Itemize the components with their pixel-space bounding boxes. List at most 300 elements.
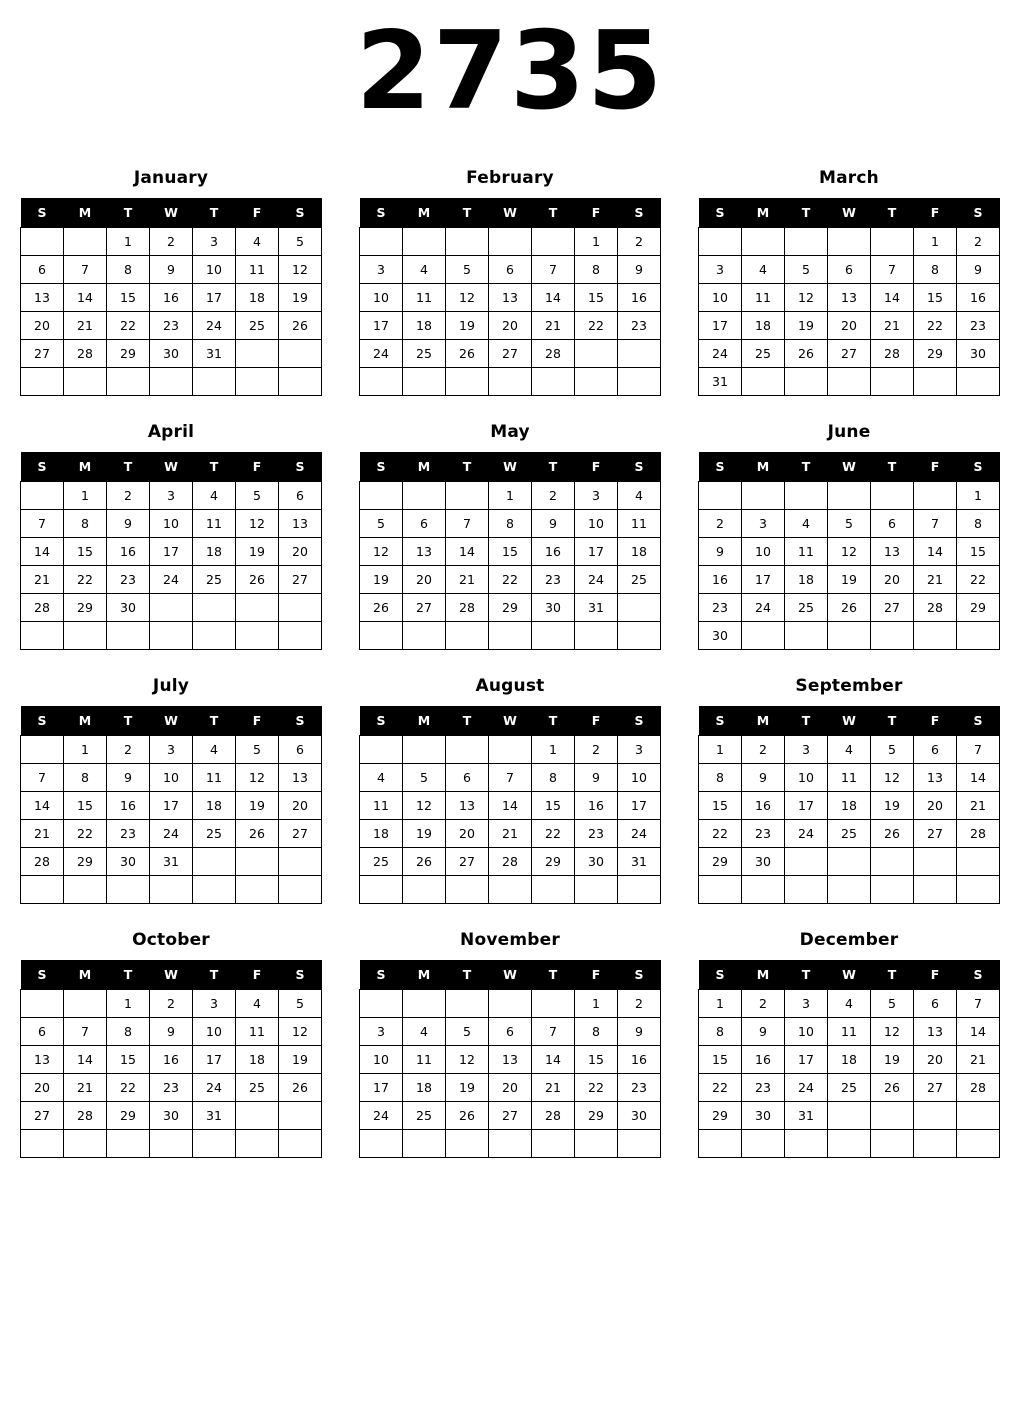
day-cell[interactable]: 7 [532, 256, 575, 284]
day-cell[interactable]: 29 [489, 594, 532, 622]
day-cell[interactable]: 21 [64, 1074, 107, 1102]
day-cell[interactable]: 23 [742, 820, 785, 848]
day-cell[interactable]: 20 [489, 312, 532, 340]
day-cell[interactable]: 2 [575, 736, 618, 764]
day-cell[interactable]: 28 [489, 848, 532, 876]
day-cell[interactable]: 15 [489, 538, 532, 566]
day-cell[interactable]: 29 [64, 848, 107, 876]
day-cell[interactable]: 21 [446, 566, 489, 594]
day-cell[interactable]: 14 [957, 764, 1000, 792]
day-cell[interactable]: 2 [150, 990, 193, 1018]
day-cell[interactable]: 1 [699, 736, 742, 764]
day-cell[interactable]: 21 [957, 1046, 1000, 1074]
day-cell[interactable]: 7 [446, 510, 489, 538]
day-cell[interactable]: 31 [193, 340, 236, 368]
day-cell[interactable]: 28 [957, 1074, 1000, 1102]
day-cell[interactable]: 10 [785, 764, 828, 792]
day-cell[interactable]: 28 [446, 594, 489, 622]
day-cell[interactable]: 8 [107, 256, 150, 284]
day-cell[interactable]: 30 [957, 340, 1000, 368]
day-cell[interactable]: 8 [914, 256, 957, 284]
day-cell[interactable]: 3 [618, 736, 661, 764]
day-cell[interactable]: 11 [403, 284, 446, 312]
day-cell[interactable]: 4 [236, 228, 279, 256]
day-cell[interactable]: 29 [699, 1102, 742, 1130]
day-cell[interactable]: 13 [871, 538, 914, 566]
day-cell[interactable]: 6 [279, 736, 322, 764]
day-cell[interactable]: 1 [575, 990, 618, 1018]
day-cell[interactable]: 16 [618, 284, 661, 312]
day-cell[interactable]: 19 [279, 1046, 322, 1074]
day-cell[interactable]: 29 [532, 848, 575, 876]
day-cell[interactable]: 5 [871, 990, 914, 1018]
day-cell[interactable]: 10 [575, 510, 618, 538]
day-cell[interactable]: 24 [618, 820, 661, 848]
day-cell[interactable]: 27 [828, 340, 871, 368]
day-cell[interactable]: 9 [150, 256, 193, 284]
day-cell[interactable]: 25 [828, 1074, 871, 1102]
day-cell[interactable]: 7 [64, 1018, 107, 1046]
day-cell[interactable]: 26 [236, 820, 279, 848]
day-cell[interactable]: 12 [279, 1018, 322, 1046]
day-cell[interactable]: 16 [107, 792, 150, 820]
day-cell[interactable]: 24 [575, 566, 618, 594]
day-cell[interactable]: 20 [871, 566, 914, 594]
day-cell[interactable]: 10 [360, 1046, 403, 1074]
day-cell[interactable]: 23 [150, 312, 193, 340]
day-cell[interactable]: 12 [446, 284, 489, 312]
day-cell[interactable]: 29 [64, 594, 107, 622]
day-cell[interactable]: 15 [914, 284, 957, 312]
day-cell[interactable]: 3 [150, 482, 193, 510]
day-cell[interactable]: 29 [957, 594, 1000, 622]
day-cell[interactable]: 31 [575, 594, 618, 622]
day-cell[interactable]: 27 [21, 340, 64, 368]
day-cell[interactable]: 17 [150, 538, 193, 566]
day-cell[interactable]: 20 [21, 312, 64, 340]
day-cell[interactable]: 24 [150, 566, 193, 594]
day-cell[interactable]: 30 [150, 340, 193, 368]
day-cell[interactable]: 1 [489, 482, 532, 510]
day-cell[interactable]: 16 [957, 284, 1000, 312]
day-cell[interactable]: 22 [957, 566, 1000, 594]
day-cell[interactable]: 17 [742, 566, 785, 594]
day-cell[interactable]: 24 [360, 1102, 403, 1130]
day-cell[interactable]: 9 [742, 1018, 785, 1046]
day-cell[interactable]: 11 [618, 510, 661, 538]
day-cell[interactable]: 29 [107, 1102, 150, 1130]
day-cell[interactable]: 20 [21, 1074, 64, 1102]
day-cell[interactable]: 20 [489, 1074, 532, 1102]
day-cell[interactable]: 20 [446, 820, 489, 848]
day-cell[interactable]: 14 [21, 792, 64, 820]
day-cell[interactable]: 5 [446, 1018, 489, 1046]
day-cell[interactable]: 27 [279, 566, 322, 594]
day-cell[interactable]: 19 [403, 820, 446, 848]
day-cell[interactable]: 11 [828, 1018, 871, 1046]
day-cell[interactable]: 14 [489, 792, 532, 820]
day-cell[interactable]: 28 [957, 820, 1000, 848]
day-cell[interactable]: 12 [279, 256, 322, 284]
day-cell[interactable]: 17 [785, 1046, 828, 1074]
day-cell[interactable]: 18 [403, 312, 446, 340]
day-cell[interactable]: 1 [957, 482, 1000, 510]
day-cell[interactable]: 30 [107, 848, 150, 876]
day-cell[interactable]: 13 [914, 764, 957, 792]
day-cell[interactable]: 15 [107, 284, 150, 312]
day-cell[interactable]: 15 [64, 538, 107, 566]
day-cell[interactable]: 4 [360, 764, 403, 792]
day-cell[interactable]: 22 [575, 312, 618, 340]
day-cell[interactable]: 5 [236, 736, 279, 764]
day-cell[interactable]: 31 [618, 848, 661, 876]
day-cell[interactable]: 8 [64, 764, 107, 792]
day-cell[interactable]: 23 [742, 1074, 785, 1102]
day-cell[interactable]: 22 [107, 1074, 150, 1102]
day-cell[interactable]: 24 [785, 820, 828, 848]
day-cell[interactable]: 28 [21, 594, 64, 622]
day-cell[interactable]: 31 [193, 1102, 236, 1130]
day-cell[interactable]: 16 [618, 1046, 661, 1074]
day-cell[interactable]: 2 [699, 510, 742, 538]
day-cell[interactable]: 3 [150, 736, 193, 764]
day-cell[interactable]: 21 [21, 820, 64, 848]
day-cell[interactable]: 13 [489, 1046, 532, 1074]
day-cell[interactable]: 18 [742, 312, 785, 340]
day-cell[interactable]: 1 [64, 482, 107, 510]
day-cell[interactable]: 26 [279, 312, 322, 340]
day-cell[interactable]: 30 [150, 1102, 193, 1130]
day-cell[interactable]: 23 [699, 594, 742, 622]
day-cell[interactable]: 17 [575, 538, 618, 566]
day-cell[interactable]: 26 [403, 848, 446, 876]
day-cell[interactable]: 29 [699, 848, 742, 876]
day-cell[interactable]: 28 [532, 340, 575, 368]
day-cell[interactable]: 19 [871, 1046, 914, 1074]
day-cell[interactable]: 26 [236, 566, 279, 594]
day-cell[interactable]: 24 [742, 594, 785, 622]
day-cell[interactable]: 23 [575, 820, 618, 848]
day-cell[interactable]: 9 [532, 510, 575, 538]
day-cell[interactable]: 3 [193, 990, 236, 1018]
day-cell[interactable]: 28 [64, 340, 107, 368]
day-cell[interactable]: 20 [279, 538, 322, 566]
day-cell[interactable]: 9 [575, 764, 618, 792]
day-cell[interactable]: 18 [236, 284, 279, 312]
day-cell[interactable]: 22 [575, 1074, 618, 1102]
day-cell[interactable]: 3 [575, 482, 618, 510]
day-cell[interactable]: 25 [828, 820, 871, 848]
day-cell[interactable]: 11 [236, 1018, 279, 1046]
day-cell[interactable]: 22 [699, 1074, 742, 1102]
day-cell[interactable]: 16 [150, 284, 193, 312]
day-cell[interactable]: 23 [532, 566, 575, 594]
day-cell[interactable]: 15 [575, 284, 618, 312]
day-cell[interactable]: 2 [532, 482, 575, 510]
day-cell[interactable]: 2 [742, 990, 785, 1018]
day-cell[interactable]: 17 [360, 312, 403, 340]
day-cell[interactable]: 8 [575, 1018, 618, 1046]
day-cell[interactable]: 9 [699, 538, 742, 566]
day-cell[interactable]: 11 [236, 256, 279, 284]
day-cell[interactable]: 19 [236, 538, 279, 566]
day-cell[interactable]: 16 [742, 1046, 785, 1074]
day-cell[interactable]: 16 [699, 566, 742, 594]
day-cell[interactable]: 2 [150, 228, 193, 256]
day-cell[interactable]: 13 [489, 284, 532, 312]
day-cell[interactable]: 14 [532, 1046, 575, 1074]
day-cell[interactable]: 29 [575, 1102, 618, 1130]
day-cell[interactable]: 18 [403, 1074, 446, 1102]
day-cell[interactable]: 27 [446, 848, 489, 876]
day-cell[interactable]: 30 [742, 1102, 785, 1130]
day-cell[interactable]: 3 [360, 256, 403, 284]
day-cell[interactable]: 11 [360, 792, 403, 820]
day-cell[interactable]: 23 [618, 312, 661, 340]
day-cell[interactable]: 4 [828, 990, 871, 1018]
day-cell[interactable]: 9 [742, 764, 785, 792]
day-cell[interactable]: 25 [236, 1074, 279, 1102]
day-cell[interactable]: 27 [871, 594, 914, 622]
day-cell[interactable]: 30 [575, 848, 618, 876]
day-cell[interactable]: 14 [64, 284, 107, 312]
day-cell[interactable]: 22 [914, 312, 957, 340]
day-cell[interactable]: 9 [618, 256, 661, 284]
day-cell[interactable]: 1 [107, 990, 150, 1018]
day-cell[interactable]: 10 [742, 538, 785, 566]
day-cell[interactable]: 20 [403, 566, 446, 594]
day-cell[interactable]: 26 [828, 594, 871, 622]
day-cell[interactable]: 17 [699, 312, 742, 340]
day-cell[interactable]: 22 [64, 566, 107, 594]
day-cell[interactable]: 19 [446, 1074, 489, 1102]
day-cell[interactable]: 28 [532, 1102, 575, 1130]
day-cell[interactable]: 12 [828, 538, 871, 566]
day-cell[interactable]: 26 [871, 1074, 914, 1102]
day-cell[interactable]: 15 [107, 1046, 150, 1074]
day-cell[interactable]: 11 [403, 1046, 446, 1074]
day-cell[interactable]: 14 [914, 538, 957, 566]
day-cell[interactable]: 25 [403, 1102, 446, 1130]
day-cell[interactable]: 4 [193, 736, 236, 764]
day-cell[interactable]: 31 [699, 368, 742, 396]
day-cell[interactable]: 30 [699, 622, 742, 650]
day-cell[interactable]: 16 [150, 1046, 193, 1074]
day-cell[interactable]: 8 [699, 1018, 742, 1046]
day-cell[interactable]: 26 [446, 340, 489, 368]
day-cell[interactable]: 1 [532, 736, 575, 764]
day-cell[interactable]: 19 [871, 792, 914, 820]
day-cell[interactable]: 27 [914, 820, 957, 848]
day-cell[interactable]: 18 [828, 792, 871, 820]
day-cell[interactable]: 2 [742, 736, 785, 764]
day-cell[interactable]: 8 [64, 510, 107, 538]
day-cell[interactable]: 13 [828, 284, 871, 312]
day-cell[interactable]: 12 [871, 764, 914, 792]
day-cell[interactable]: 22 [699, 820, 742, 848]
day-cell[interactable]: 10 [699, 284, 742, 312]
day-cell[interactable]: 21 [489, 820, 532, 848]
day-cell[interactable]: 14 [446, 538, 489, 566]
day-cell[interactable]: 7 [21, 510, 64, 538]
day-cell[interactable]: 13 [279, 510, 322, 538]
day-cell[interactable]: 4 [236, 990, 279, 1018]
day-cell[interactable]: 4 [828, 736, 871, 764]
day-cell[interactable]: 25 [618, 566, 661, 594]
day-cell[interactable]: 29 [914, 340, 957, 368]
day-cell[interactable]: 20 [828, 312, 871, 340]
day-cell[interactable]: 8 [957, 510, 1000, 538]
day-cell[interactable]: 15 [957, 538, 1000, 566]
day-cell[interactable]: 9 [150, 1018, 193, 1046]
day-cell[interactable]: 2 [107, 736, 150, 764]
day-cell[interactable]: 21 [64, 312, 107, 340]
day-cell[interactable]: 8 [532, 764, 575, 792]
day-cell[interactable]: 18 [618, 538, 661, 566]
day-cell[interactable]: 7 [957, 990, 1000, 1018]
day-cell[interactable]: 14 [871, 284, 914, 312]
day-cell[interactable]: 6 [446, 764, 489, 792]
day-cell[interactable]: 5 [360, 510, 403, 538]
day-cell[interactable]: 27 [914, 1074, 957, 1102]
day-cell[interactable]: 7 [532, 1018, 575, 1046]
day-cell[interactable]: 6 [871, 510, 914, 538]
day-cell[interactable]: 3 [699, 256, 742, 284]
day-cell[interactable]: 5 [446, 256, 489, 284]
day-cell[interactable]: 27 [489, 340, 532, 368]
day-cell[interactable]: 1 [699, 990, 742, 1018]
day-cell[interactable]: 23 [107, 820, 150, 848]
day-cell[interactable]: 14 [21, 538, 64, 566]
day-cell[interactable]: 26 [360, 594, 403, 622]
day-cell[interactable]: 11 [193, 764, 236, 792]
day-cell[interactable]: 21 [871, 312, 914, 340]
day-cell[interactable]: 12 [403, 792, 446, 820]
day-cell[interactable]: 6 [828, 256, 871, 284]
day-cell[interactable]: 21 [532, 1074, 575, 1102]
day-cell[interactable]: 10 [360, 284, 403, 312]
day-cell[interactable]: 23 [150, 1074, 193, 1102]
day-cell[interactable]: 23 [618, 1074, 661, 1102]
day-cell[interactable]: 7 [914, 510, 957, 538]
day-cell[interactable]: 22 [107, 312, 150, 340]
day-cell[interactable]: 3 [193, 228, 236, 256]
day-cell[interactable]: 14 [532, 284, 575, 312]
day-cell[interactable]: 21 [914, 566, 957, 594]
day-cell[interactable]: 6 [279, 482, 322, 510]
day-cell[interactable]: 7 [21, 764, 64, 792]
day-cell[interactable]: 18 [360, 820, 403, 848]
day-cell[interactable]: 4 [193, 482, 236, 510]
day-cell[interactable]: 18 [193, 792, 236, 820]
day-cell[interactable]: 24 [193, 1074, 236, 1102]
day-cell[interactable]: 19 [236, 792, 279, 820]
day-cell[interactable]: 28 [914, 594, 957, 622]
day-cell[interactable]: 18 [193, 538, 236, 566]
day-cell[interactable]: 1 [914, 228, 957, 256]
day-cell[interactable]: 16 [575, 792, 618, 820]
day-cell[interactable]: 15 [532, 792, 575, 820]
day-cell[interactable]: 10 [618, 764, 661, 792]
day-cell[interactable]: 18 [236, 1046, 279, 1074]
day-cell[interactable]: 28 [21, 848, 64, 876]
day-cell[interactable]: 8 [575, 256, 618, 284]
day-cell[interactable]: 7 [871, 256, 914, 284]
day-cell[interactable]: 6 [914, 736, 957, 764]
day-cell[interactable]: 10 [150, 510, 193, 538]
day-cell[interactable]: 3 [742, 510, 785, 538]
day-cell[interactable]: 25 [785, 594, 828, 622]
day-cell[interactable]: 17 [618, 792, 661, 820]
day-cell[interactable]: 1 [64, 736, 107, 764]
day-cell[interactable]: 16 [532, 538, 575, 566]
day-cell[interactable]: 19 [785, 312, 828, 340]
day-cell[interactable]: 29 [107, 340, 150, 368]
day-cell[interactable]: 2 [618, 228, 661, 256]
day-cell[interactable]: 9 [107, 510, 150, 538]
day-cell[interactable]: 11 [193, 510, 236, 538]
day-cell[interactable]: 3 [785, 990, 828, 1018]
day-cell[interactable]: 8 [699, 764, 742, 792]
day-cell[interactable]: 6 [21, 1018, 64, 1046]
day-cell[interactable]: 15 [699, 1046, 742, 1074]
day-cell[interactable]: 1 [575, 228, 618, 256]
day-cell[interactable]: 23 [957, 312, 1000, 340]
day-cell[interactable]: 17 [785, 792, 828, 820]
day-cell[interactable]: 31 [785, 1102, 828, 1130]
day-cell[interactable]: 5 [785, 256, 828, 284]
day-cell[interactable]: 12 [785, 284, 828, 312]
day-cell[interactable]: 17 [360, 1074, 403, 1102]
day-cell[interactable]: 11 [785, 538, 828, 566]
day-cell[interactable]: 13 [914, 1018, 957, 1046]
day-cell[interactable]: 10 [193, 1018, 236, 1046]
day-cell[interactable]: 19 [360, 566, 403, 594]
day-cell[interactable]: 20 [279, 792, 322, 820]
day-cell[interactable]: 30 [742, 848, 785, 876]
day-cell[interactable]: 2 [957, 228, 1000, 256]
day-cell[interactable]: 6 [489, 1018, 532, 1046]
day-cell[interactable]: 26 [871, 820, 914, 848]
day-cell[interactable]: 26 [279, 1074, 322, 1102]
day-cell[interactable]: 28 [64, 1102, 107, 1130]
day-cell[interactable]: 3 [785, 736, 828, 764]
day-cell[interactable]: 14 [957, 1018, 1000, 1046]
day-cell[interactable]: 2 [107, 482, 150, 510]
day-cell[interactable]: 21 [21, 566, 64, 594]
day-cell[interactable]: 16 [742, 792, 785, 820]
day-cell[interactable]: 30 [107, 594, 150, 622]
day-cell[interactable]: 4 [618, 482, 661, 510]
day-cell[interactable]: 24 [785, 1074, 828, 1102]
day-cell[interactable]: 13 [403, 538, 446, 566]
day-cell[interactable]: 27 [489, 1102, 532, 1130]
day-cell[interactable]: 6 [914, 990, 957, 1018]
day-cell[interactable]: 31 [150, 848, 193, 876]
day-cell[interactable]: 19 [279, 284, 322, 312]
day-cell[interactable]: 30 [532, 594, 575, 622]
day-cell[interactable]: 9 [107, 764, 150, 792]
day-cell[interactable]: 25 [193, 566, 236, 594]
day-cell[interactable]: 2 [618, 990, 661, 1018]
day-cell[interactable]: 9 [957, 256, 1000, 284]
day-cell[interactable]: 17 [150, 792, 193, 820]
day-cell[interactable]: 20 [914, 792, 957, 820]
day-cell[interactable]: 15 [64, 792, 107, 820]
day-cell[interactable]: 10 [785, 1018, 828, 1046]
day-cell[interactable]: 25 [742, 340, 785, 368]
day-cell[interactable]: 3 [360, 1018, 403, 1046]
